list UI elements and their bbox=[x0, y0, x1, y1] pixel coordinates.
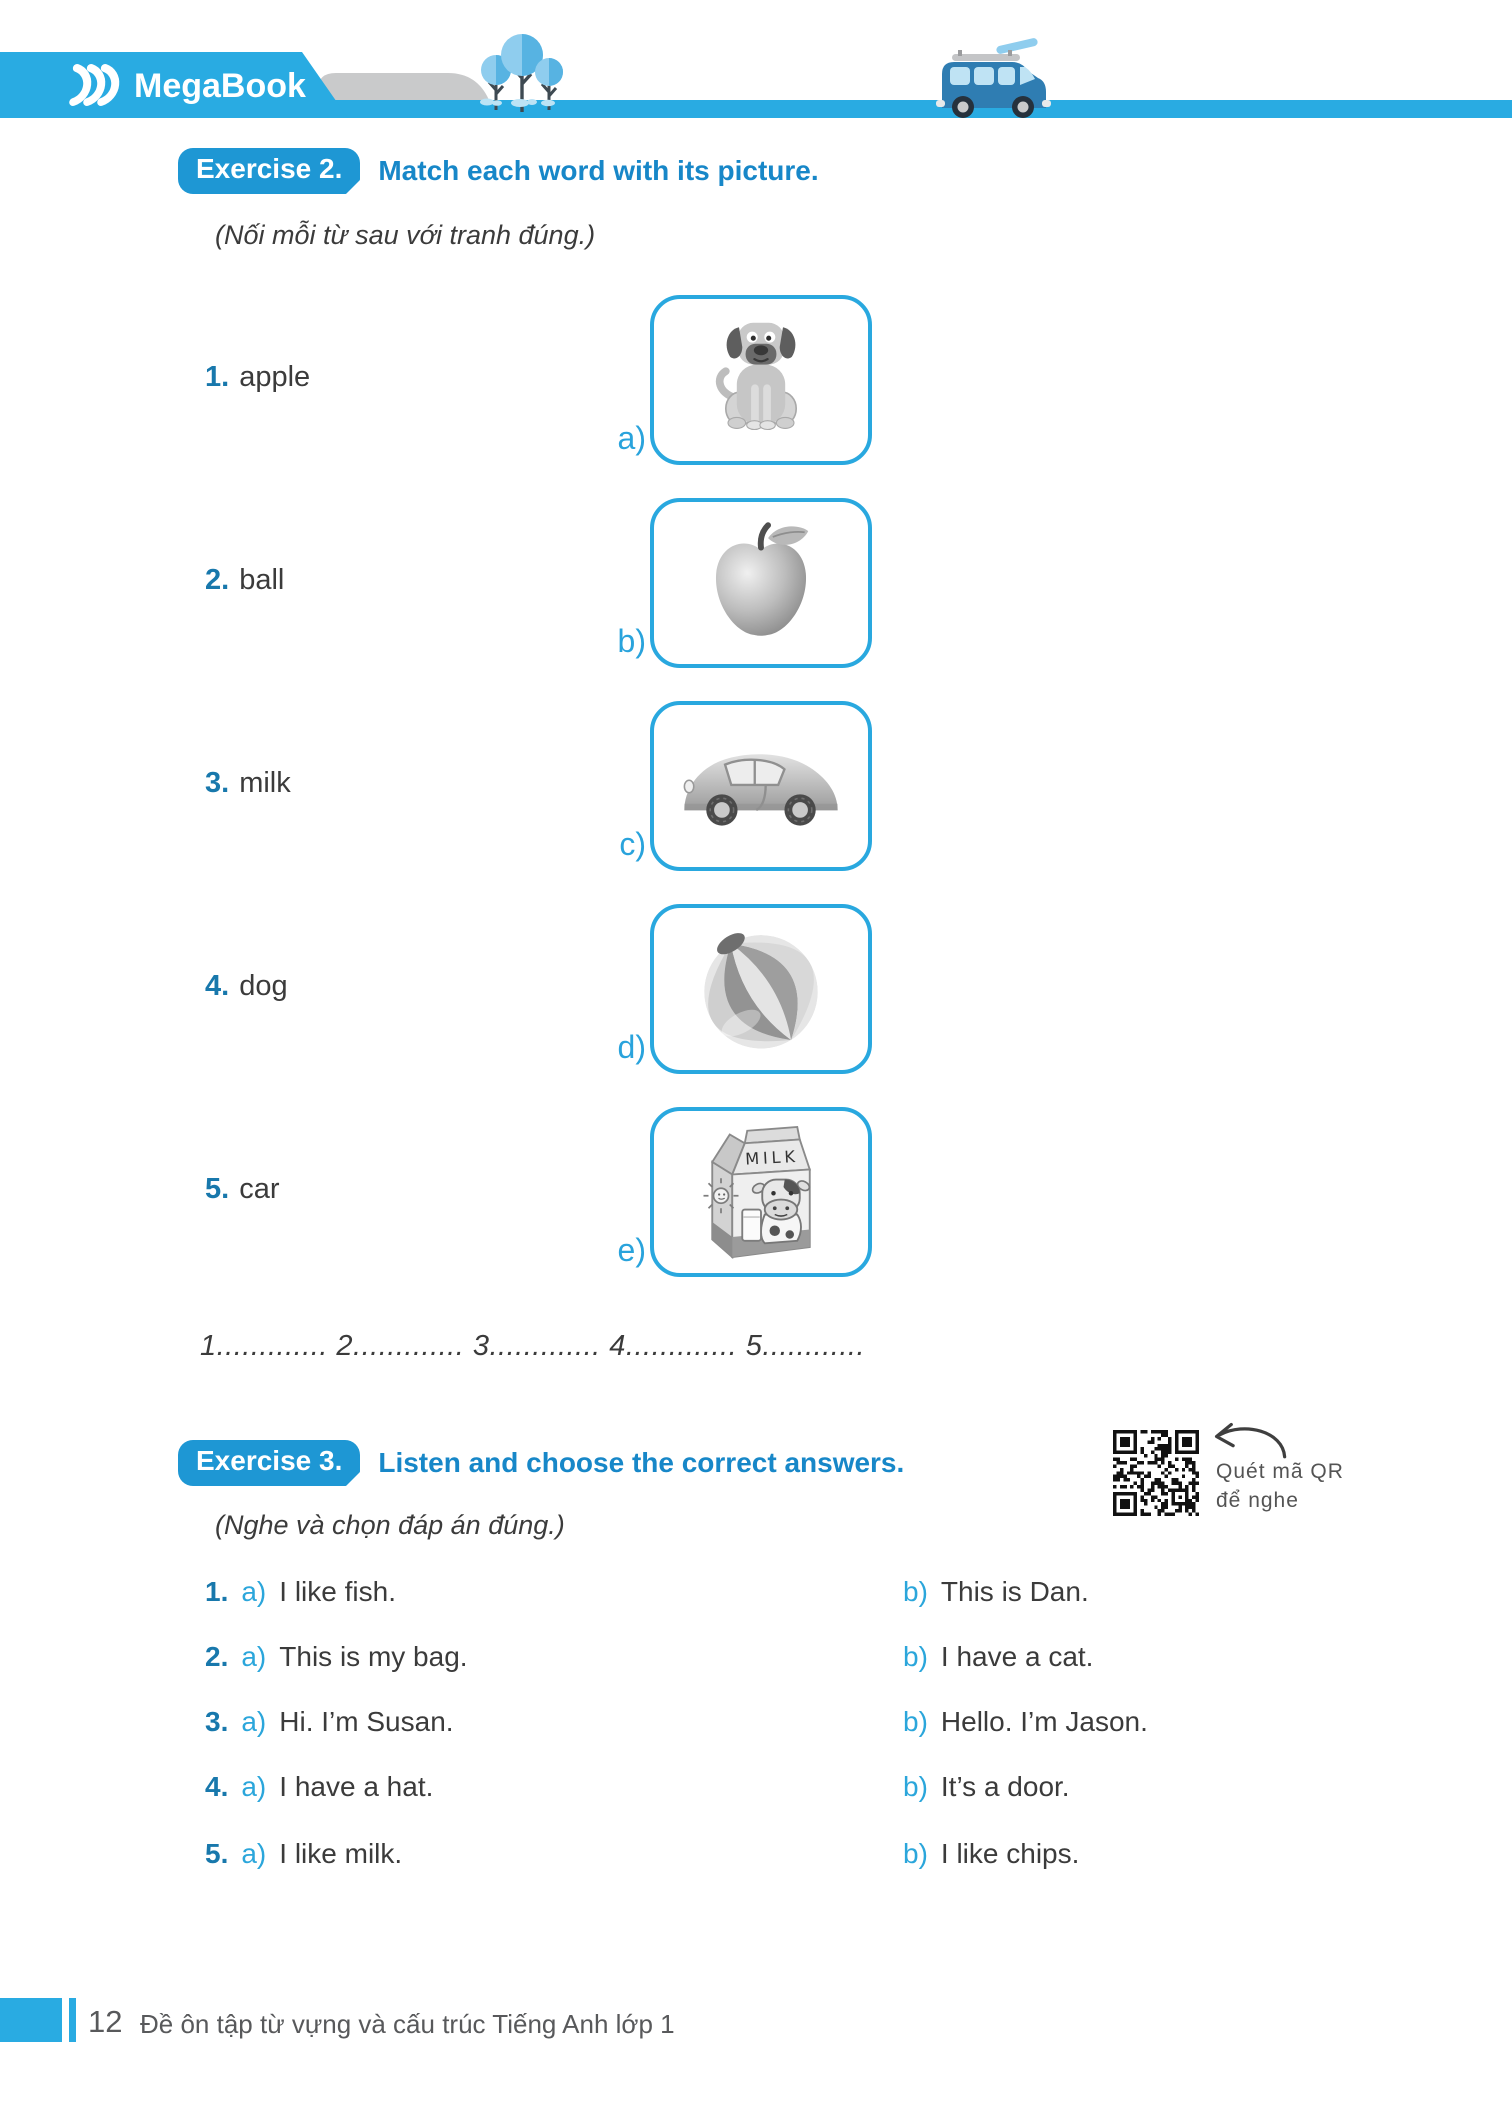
word-label: ball bbox=[239, 564, 285, 596]
picture-label-a: a) bbox=[617, 420, 646, 456]
option-1b: b) This is Dan. bbox=[903, 1576, 1089, 1607]
picture-label-b: b) bbox=[617, 623, 646, 659]
word-label: car bbox=[239, 1173, 280, 1205]
footer-blue-block bbox=[0, 1998, 62, 2042]
option-3b: b) Hello. I’m Jason. bbox=[903, 1706, 1148, 1737]
picture-box-a bbox=[650, 295, 872, 465]
picture-box-e bbox=[650, 1107, 872, 1277]
option-2b: b) I have a cat. bbox=[903, 1641, 1094, 1672]
book-title: Đề ôn tập từ vựng và cấu trúc Tiếng Anh lớp 1 bbox=[140, 2009, 675, 2039]
exercise2-title: Match each word with its picture. bbox=[378, 154, 819, 186]
brand-text: MegaBook bbox=[134, 67, 306, 105]
word-label: dog bbox=[239, 970, 288, 1002]
dog-image bbox=[706, 318, 816, 442]
gray-band bbox=[318, 73, 489, 100]
qr-caption-line1: Quét mã QR bbox=[1216, 1460, 1344, 1483]
option-5b: b) I like chips. bbox=[903, 1838, 1080, 1869]
picture-label-c: c) bbox=[619, 826, 646, 862]
word-item-4: 4. dog bbox=[205, 970, 288, 1002]
apple-image bbox=[702, 519, 820, 647]
exercise2-subtitle: (Nối mỗi từ sau với tranh đúng.) bbox=[215, 220, 596, 250]
ball-image bbox=[690, 918, 832, 1060]
qr-caption-line2: để nghe bbox=[1216, 1489, 1299, 1512]
answer-blanks-line: 1............. 2............. 3............. 4............. 5............ bbox=[200, 1330, 866, 1362]
picture-label-e: e) bbox=[617, 1232, 646, 1268]
van-icon bbox=[936, 37, 1051, 118]
exercise3-header bbox=[178, 1440, 904, 1486]
word-item-2: 2. ball bbox=[205, 564, 285, 596]
option-5a: 5. a) I like milk. bbox=[205, 1838, 403, 1869]
exercise3-title: Listen and choose the correct answers. bbox=[378, 1446, 905, 1478]
word-item-3: 3. milk bbox=[205, 767, 291, 799]
exercise3-subtitle: (Nghe và chọn đáp án đúng.) bbox=[215, 1510, 565, 1540]
milk-carton-image bbox=[692, 1117, 830, 1267]
word-label: apple bbox=[239, 361, 311, 393]
word-item-5: 5. car bbox=[205, 1173, 280, 1205]
option-4a: 4. a) I have a hat. bbox=[205, 1771, 434, 1802]
exercise2-badge: Exercise 2. bbox=[178, 148, 360, 194]
word-item-1: 1. apple bbox=[205, 361, 311, 393]
page-number: 12 bbox=[88, 2004, 123, 2039]
picture-label-d: d) bbox=[617, 1029, 646, 1065]
header-banner bbox=[0, 0, 1512, 132]
footer-blue-bar bbox=[69, 1998, 76, 2042]
option-1a: 1. a) I like fish. bbox=[205, 1576, 396, 1607]
option-3a: 3. a) Hi. I’m Susan. bbox=[205, 1706, 454, 1737]
word-label: milk bbox=[239, 767, 291, 799]
car-image bbox=[675, 738, 847, 835]
qr-code bbox=[1113, 1430, 1199, 1516]
qr-arrow-icon bbox=[1200, 1418, 1292, 1466]
exercise3-badge: Exercise 3. bbox=[178, 1440, 360, 1486]
exercise2-header bbox=[178, 148, 819, 194]
picture-box-c bbox=[650, 701, 872, 871]
option-4b: b) It’s a door. bbox=[903, 1771, 1070, 1802]
milk-carton-text: MILK bbox=[744, 1146, 800, 1169]
picture-box-d bbox=[650, 904, 872, 1074]
option-2a: 2. a) This is my bag. bbox=[205, 1641, 468, 1672]
trees-icon bbox=[480, 34, 563, 112]
picture-box-b bbox=[650, 498, 872, 668]
